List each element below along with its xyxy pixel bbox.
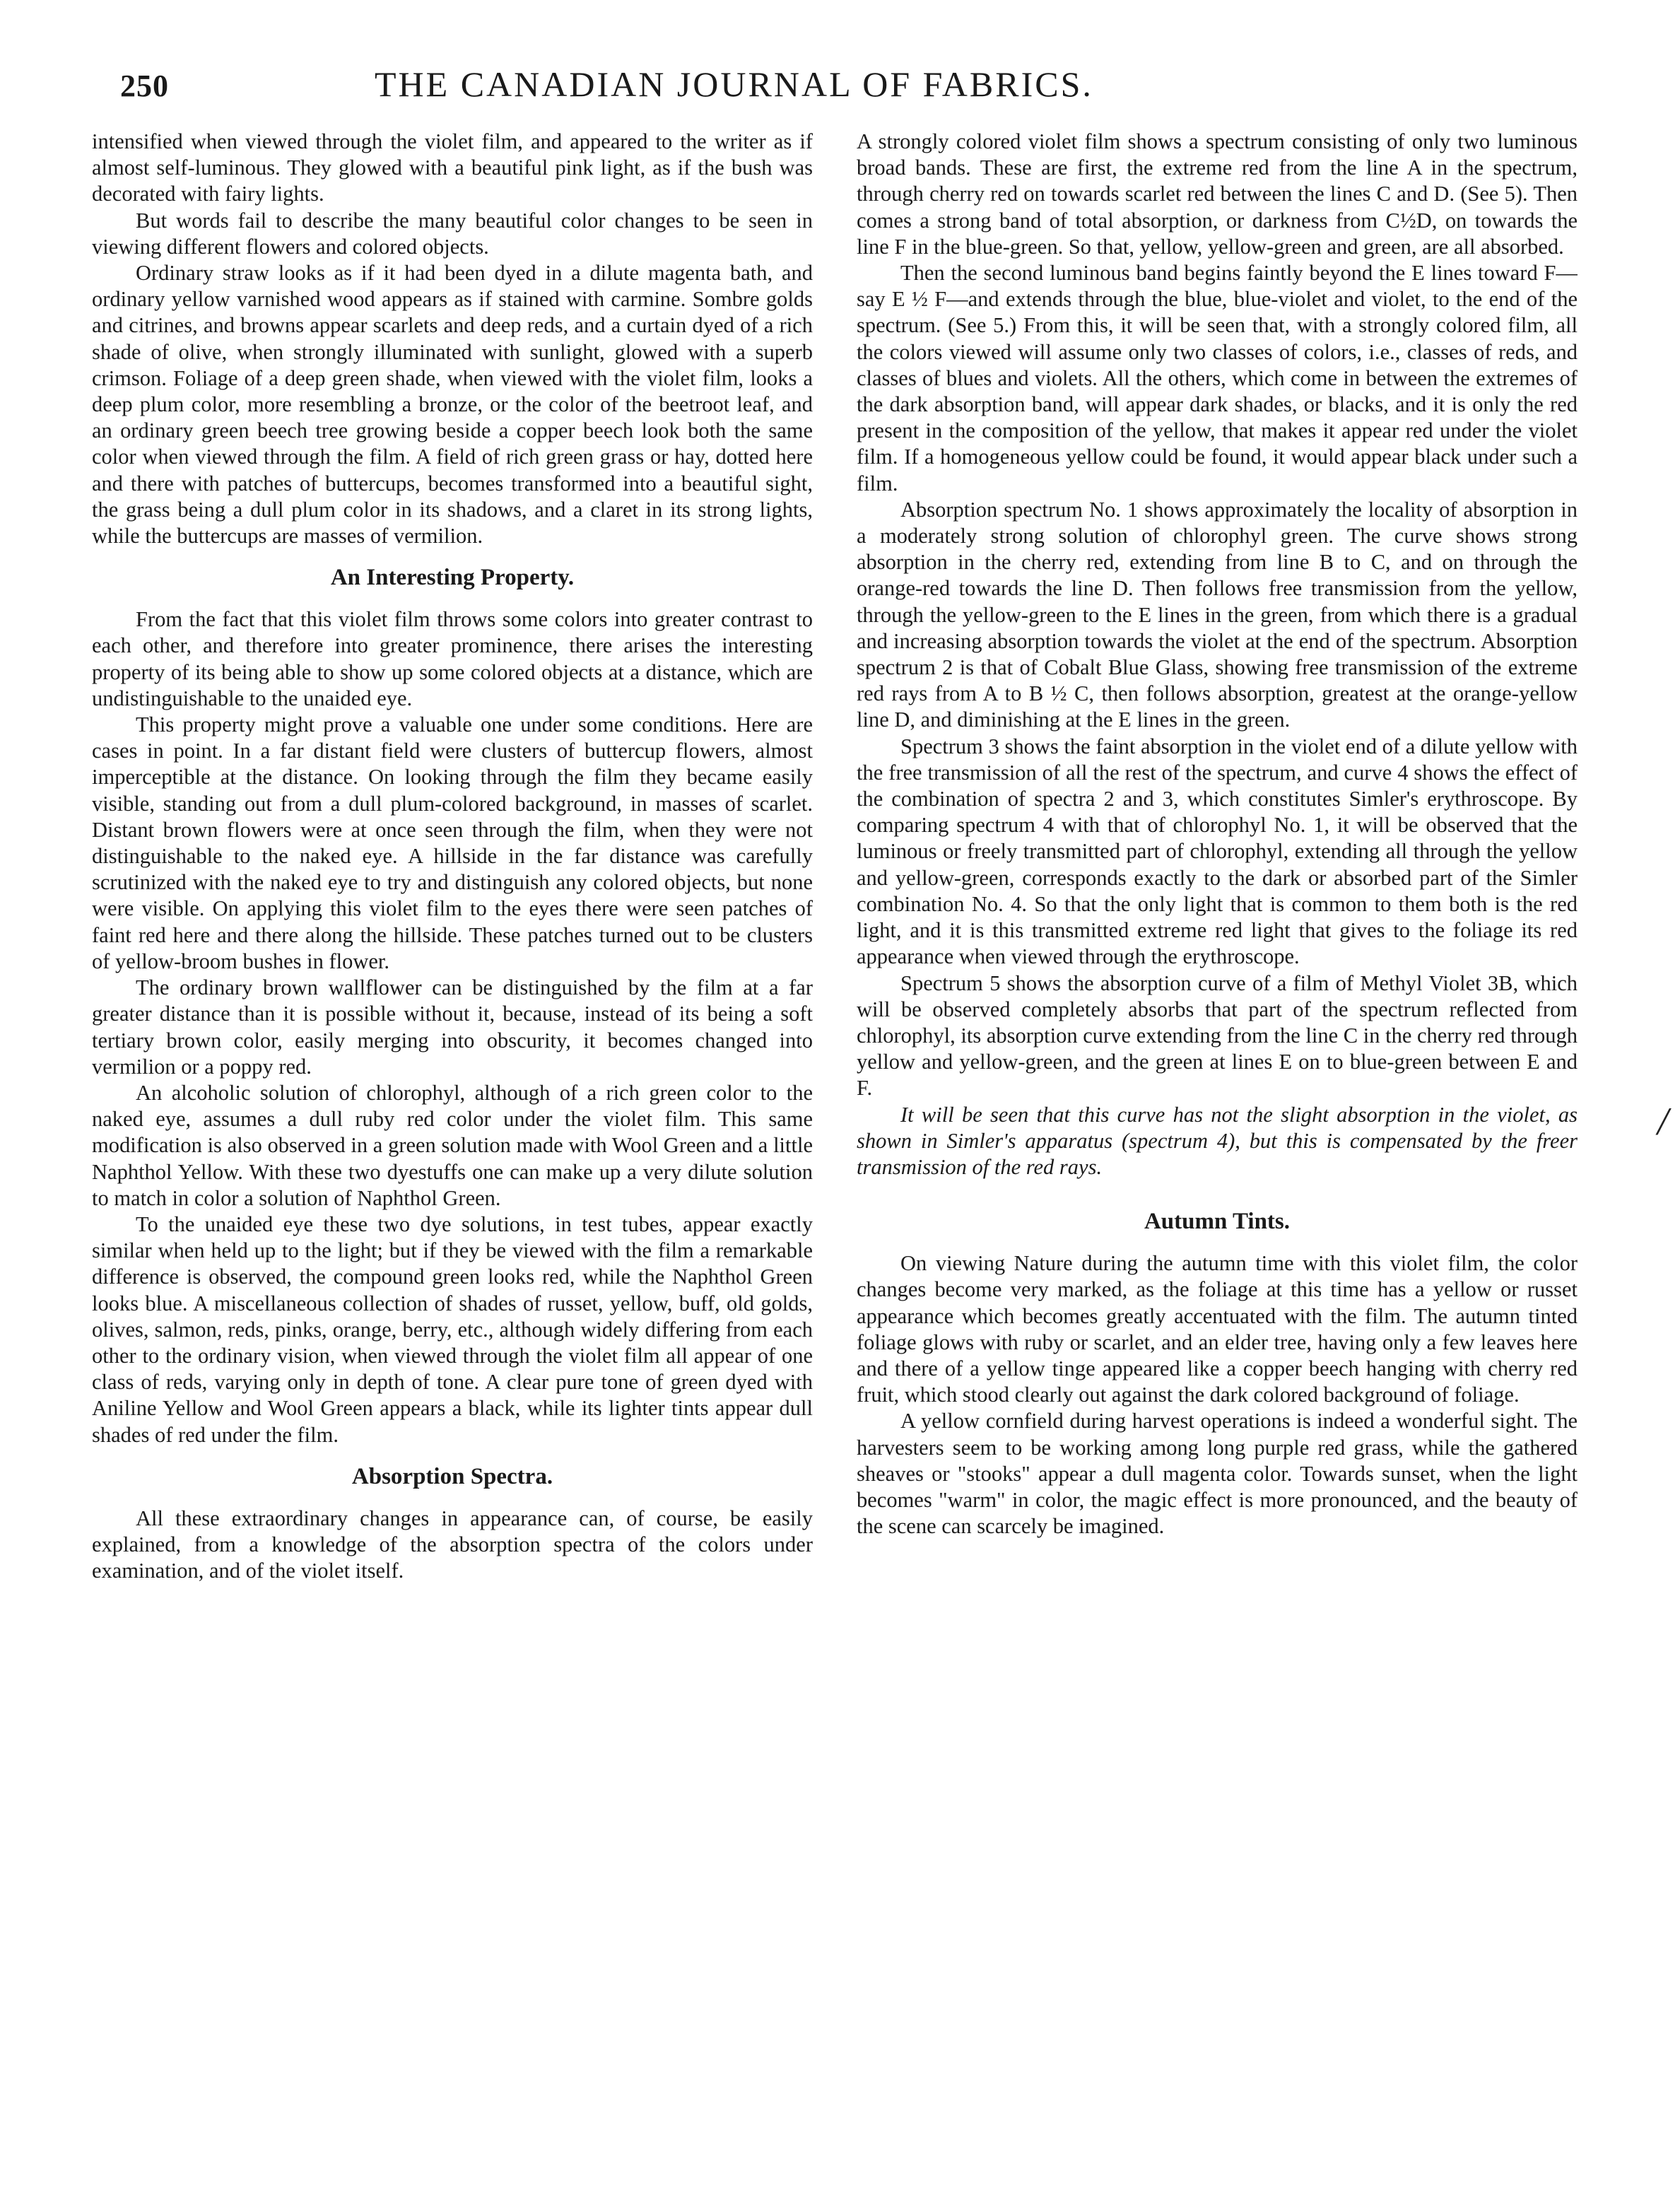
section-heading: Absorption Spectra. <box>351 1463 553 1489</box>
page-number: 250 <box>120 69 169 103</box>
paragraph: An alcoholic solution of chlorophyl, although of a rich green color to the naked eye, assumes a dull ruby red color under the violet film. This same modification is also observed in a green solution made with Wool Green and a little Naphthol Yellow. With these two dyestuffs one can make up a very dilute solution to match in color a solution of Naphthol Green. <box>92 1080 813 1210</box>
paragraph: On viewing Nature during the autumn time with this violet film, the color changes become very marked, as the foliage at this time has a yellow or russet appearance which becomes greatly accentuated with the film. The autumn tinted foliage glows with ruby or scarlet, and an elder tree, having only a few leaves here and there of a yellow tinge appeared like a copper beech hanging with cherry red fruit, which stood clearly out against the dark colored background of foliage. <box>857 1251 1578 1407</box>
paragraph: A strongly colored violet film shows a spectrum consisting of only two luminous broad bands. These are first, the extreme red from the line A in the spectrum, through cherry red on towards scarlet red between the lines C and D. (See 5). Then comes a strong band of total absorption, or darkness from C½D, on towards the line F in the blue-green. So that, yellow, yellow-green and green, are all absorbed. <box>857 129 1578 259</box>
paragraph: This property might prove a valuable one under some conditions. Here are cases in point. In a far distant field were clusters of buttercup flowers, almost imperceptible at the distance. On looking through the film they became easily visible, standing out from a dull plum-colored background, in masses of scarlet. Distant brown flowers were at once seen through the film, when they were not distinguishable to the naked eye. A hillside in the far distance was carefully scrutinized with the naked eye to try and distinguish any colored objects, but none were visible. On applying this violet film to the eyes there were seen patches of faint red here and there along the hillside. These patches turned out to be clusters of yellow-broom bushes in flower. <box>92 712 813 973</box>
paragraph: It will be seen that this curve has not the slight absorption in the violet, as shown in Simler's apparatus (spectrum 4), but this is compensated by the freer transmission of the red rays. <box>857 1102 1578 1179</box>
paragraph: All these extraordinary changes in appearance can, of course, be easily explained, from a knowledge of the absorption spectra of the colors under examination, and of the violet itself. <box>92 1506 813 1583</box>
paragraph: The ordinary brown wallflower can be distinguished by the film at a far greater distance than it is possible without it, because, instead of its being a soft tertiary brown color, easily merging into obscurity, it becomes changed into vermilion or a poppy red. <box>92 975 813 1079</box>
paragraph: To the unaided eye these two dye solutions, in test tubes, appear exactly similar when held up to the light; but if they be viewed with the film a remarkable difference is observed, the compound green looks red, while the Naphthol Green looks blue. A miscellaneous collection of shades of russet, yellow, buff, old golds, olives, salmon, reds, pinks, orange, berry, etc., although widely differing from each other to the ordinary vision, when viewed through the violet film all appear of one class of reds, varying only in depth of tone. A clear pure tone of green dyed with Aniline Yellow and Wool Green appears a black, while its lighter tints appear dull shades of red under the film. <box>92 1212 813 1447</box>
section-heading: An Interesting Property. <box>330 565 575 591</box>
paragraph: A yellow cornfield during harvest operations is indeed a wonderful sight. The harvesters seem to be working among long purple red grass, while the gathered sheaves or "stooks" appear a dull magenta color. Towards sunset, when the light becomes "warm" in color, the magic effect is more pronounced, and the beauty of the scene can scarcely be imagined. <box>857 1409 1578 1539</box>
paragraph: Spectrum 5 shows the absorption curve of a film of Methyl Violet 3B, which will be observed completely absorbs that part of the spectrum reflected from chlorophyl, its absorption curve extending from the line C in the cherry red through yellow and yellow-green, and the green at lines E on to blue-green between E and F. <box>857 970 1578 1101</box>
paragraph: intensified when viewed through the violet film, and appeared to the writer as if almost self-luminous. They glowed with a beautiful pink light, as if the bush was decorated with fairy lights. <box>92 129 813 206</box>
right-column <box>857 129 1578 2178</box>
section-heading: Autumn Tints. <box>1144 1209 1291 1235</box>
paragraph: From the fact that this violet film throws some colors into greater contrast to each other, and therefore into greater prominence, there arises the interesting property of its being able to show up some colored objects at a distance, which are undistinguishable to the unaided eye. <box>92 607 813 710</box>
paragraph: Absorption spectrum No. 1 shows approximately the locality of absorption in a moderately strong solution of chlorophyl green. The curve shows strong absorption in the cherry red, extending from line B to C, and on through the orange-red towards the line D. Then follows free transmission from the yellow, through the yellow-green to the E lines in the green, from which there is a gradual and increasing absorption towards the violet at the end of the spectrum. Absorption spectrum 2 is that of Cobalt Blue Glass, showing free transmission of the extreme red rays from A to B ½ C, then follows absorption, greatest at the orange-yellow line D, and diminishing at the E lines in the green. <box>857 497 1578 732</box>
paragraph: Ordinary straw looks as if it had been dyed in a dilute magenta bath, and ordinary yellow varnished wood appears as if stained with carmine. Sombre golds and citrines, and browns appear scarlets and deep reds, and a curtain dyed of a rich shade of olive, when strongly illuminated with sunlight, glowed with a superb crimson. Foliage of a deep green shade, when viewed with the violet film, looks a deep plum color, more resembling a bronze, or the color of the beetroot leaf, and an ordinary green beech tree growing beside a copper beech look both the same color when viewed through the film. A field of rich green grass or hay, dotted here and there with patches of buttercups, becomes transformed into a beautiful sight, the grass being a dull plum color in its shadows, and a claret in its strong lights, while the buttercups are masses of vermilion. <box>92 261 813 549</box>
page-header <box>120 61 1209 110</box>
left-column <box>92 129 813 2178</box>
paragraph: Then the second luminous band begins faintly beyond the E lines toward F—say E ½ F—and extends through the blue, blue-violet and violet, to the end of the spectrum. (See 5.) From this, it will be seen that, with a strongly colored film, all the colors viewed will assume only two classes of colors, i.e., classes of reds, and classes of blues and violets. All the others, which come in between the extremes of the dark absorption band, will appear dark shades, or blacks, and it is only the red present in the composition of the yellow, that makes it appear red under the violet film. If a homogeneous yellow could be found, it would appear black under such a film. <box>857 261 1578 495</box>
margin-stroke-mark: / <box>1657 1100 1669 1144</box>
paragraph: Spectrum 3 shows the faint absorption in the violet end of a dilute yellow with the free transmission of all the rest of the spectrum, and curve 4 shows the effect of the combination of spectra 2 and 3, which constitutes Simler's erythroscope. By comparing spectrum 4 with that of chlorophyl No. 1, it will be observed that the luminous or freely transmitted part of chlorophyl, extending all through the yellow and yellow-green, corresponds exactly to the dark or absorbed part of the Simler combination No. 4. So that the only light that is common to them both is the red light, and it is this transmitted extreme red light that gives to the foliage its red appearance when viewed through the erythroscope. <box>857 734 1578 969</box>
journal-title: THE CANADIAN JOURNAL OF FABRICS. <box>375 64 1093 104</box>
paragraph: But words fail to describe the many beautiful color changes to be seen in viewing different flowers and colored objects. <box>92 208 813 259</box>
spacer <box>857 1180 1578 1193</box>
